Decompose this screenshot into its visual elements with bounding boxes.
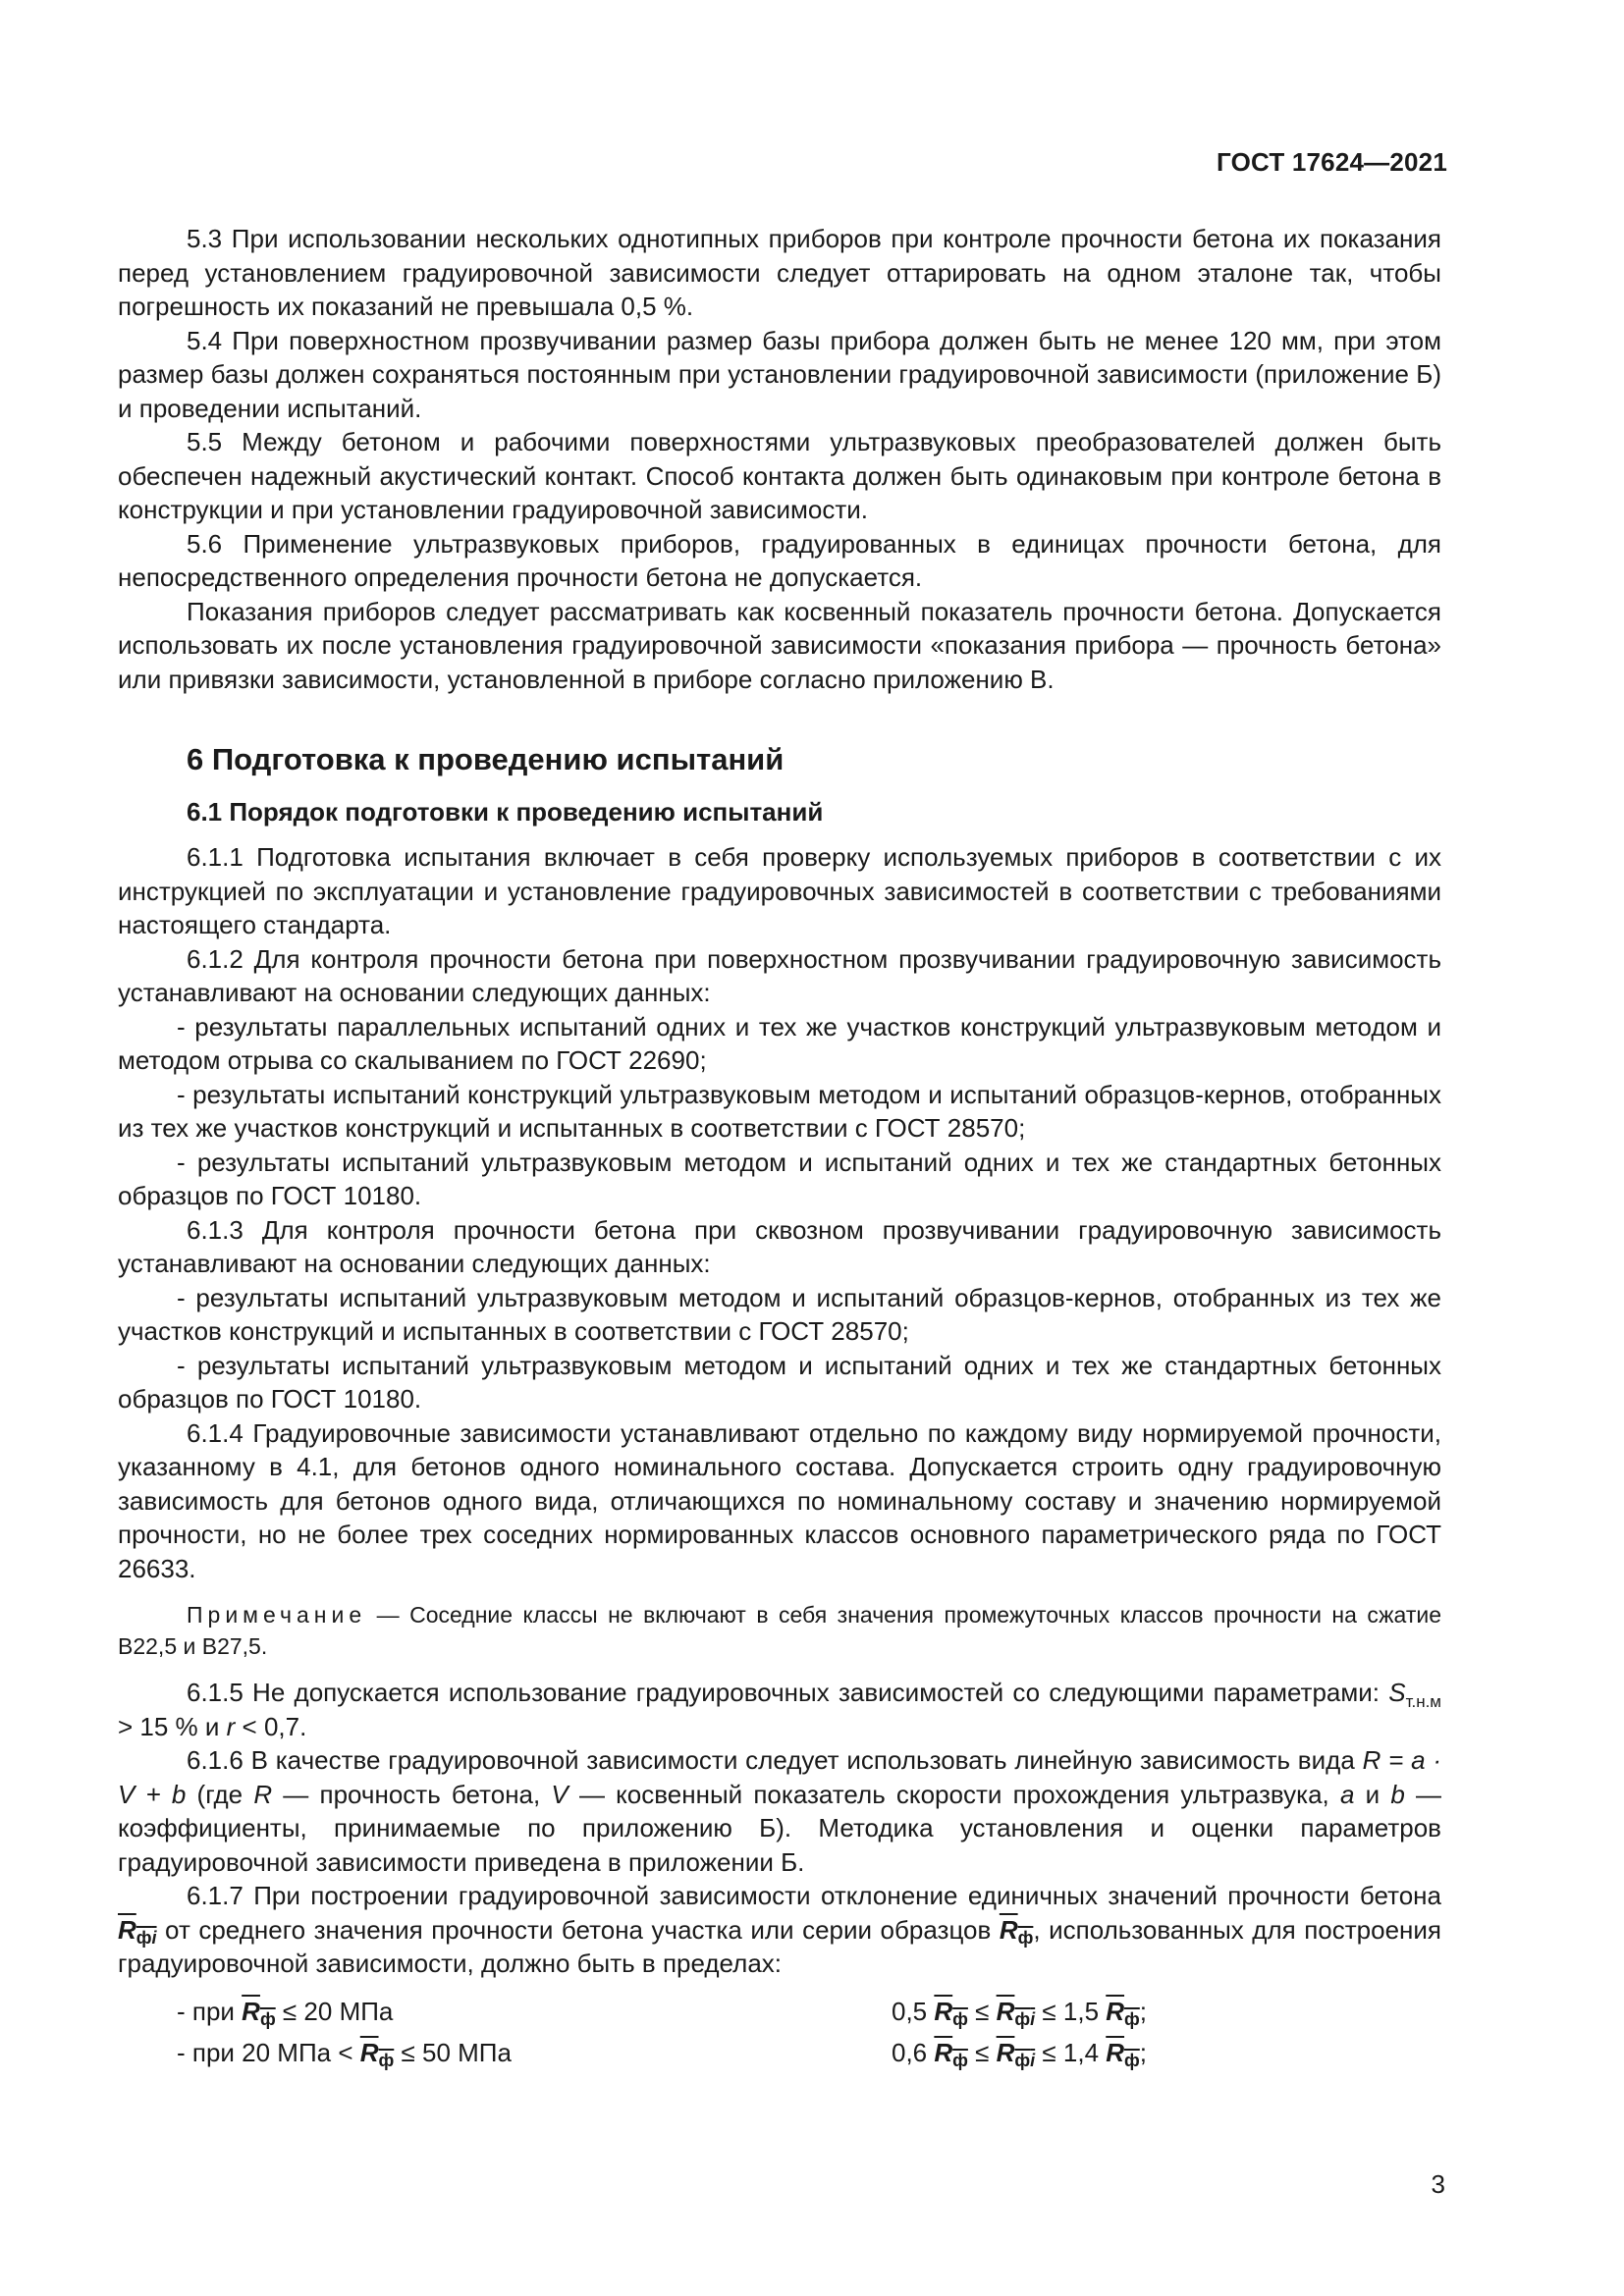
symbol-r-phi: $R_ф$	[934, 2037, 968, 2070]
subsection-6-1-title: 6.1 Порядок подготовки к проведению испытаний	[187, 796, 824, 827]
text-run: — косвенный показатель скорости прохождения ультразвука,	[568, 1779, 1340, 1809]
symbol-r-phi: $R_ф$	[242, 1996, 276, 2029]
section-6-title: 6 Подготовка к проведению испытаний	[187, 742, 785, 776]
paragraph-6-1-6	[118, 1743, 1441, 1879]
paragraph-5-6-continued: Показания приборов следует рассматривать как косвенный показатель прочности бетона. Допускается использовать их после установления градуировочной зависимости «показания прибора — прочность бетона» или привязки зависимости, установленной в приборе согласно приложению В.	[118, 596, 1441, 694]
symbol-r-phi-i: $R_{фi}$	[996, 1996, 1036, 2029]
paragraph-6-1-1: 6.1.1 Подготовка испытания включает в себя проверку используемых приборов в соответствии с их инструкцией по эксплуатации и установление градуировочных зависимостей в соответствии с требованиями настоящего стандарта.	[118, 842, 1441, 939]
note	[118, 1599, 1441, 1662]
text-run: (где	[186, 1779, 254, 1809]
symbol-r-phi: $R_ф$	[359, 2037, 395, 2070]
symbol-s: S	[1388, 1678, 1406, 1707]
symbol-r: R	[253, 1779, 273, 1809]
condition-row	[118, 2036, 1441, 2077]
symbol-r-phi: $R_ф$	[1106, 1996, 1140, 2029]
text-run: от среднего значения прочности бетона участка или серии образцов	[156, 1914, 1000, 1945]
text-run: — прочность бетона,	[272, 1779, 552, 1809]
list-item: - результаты испытаний ультразвуковым методом и испытаний образцов-кернов, отобранных из тех же участков конструкций и испытанных в соответствии с ГОСТ 28570;	[118, 1282, 1441, 1346]
symbol-r-phi-i: $R_{фi}$	[118, 1914, 157, 1948]
symbol-b: b	[1390, 1779, 1405, 1809]
text-run: и	[1354, 1779, 1391, 1809]
condition-right: 0,5 $R_ф \le R_{фi} \le 1,5$ $R_ф$;	[892, 1996, 1148, 2029]
text-run: 6.1.7 При построении градуировочной зависимости отклонение единичных значений прочности бетона	[187, 1881, 1441, 1910]
note-label: Примечание	[187, 1602, 367, 1628]
paragraph-5-4: 5.4 При поверхностном прозвучивании размер базы прибора должен быть не менее 120 мм, при этом размер базы должен сохраняться постоянным при установлении градуировочной зависимости (приложение Б) и проведении испытаний.	[118, 325, 1441, 423]
symbol-r: r	[226, 1711, 236, 1741]
paragraph-6-1-7	[118, 1879, 1441, 1981]
list-item: - результаты испытаний ультразвуковым методом и испытаний одних и тех же стандартных бетонных образцов по ГОСТ 10180.	[118, 1350, 1441, 1414]
symbol-s-subscript: т.н.м	[1405, 1692, 1441, 1711]
note-text: — Соседние классы не включают в себя значения промежуточных классов прочности на сжатие В22,5 и В27,5.	[118, 1602, 1441, 1659]
paragraph-5-5: 5.5 Между бетоном и рабочими поверхностями ультразвуковых преобразователей должен быть обеспечен надежный акустический контакт. Способ контакта должен быть одинаковым при контроле бетона в конструкции и при установлении градуировочной зависимости.	[118, 427, 1441, 524]
text-run: , использованных для построения градуировочной зависимости, должно быть в пределах:	[118, 1914, 1441, 1978]
text-run: — коэффициенты, принимаемые по приложению Б). Методика установления и оценки параметров градуировочной зависимости приведена в приложении Б.	[118, 1779, 1441, 1877]
text-run: 6.1.5 Не допускается использование градуировочных зависимостей со следующими параметрами:	[187, 1678, 1389, 1707]
symbol-r-phi-i: $R_{фi}$	[996, 2037, 1036, 2070]
paragraph-5-6: 5.6 Применение ультразвуковых приборов, градуированных в единицах прочности бетона, для непосредственного определения прочности бетона не допускается.	[118, 528, 1441, 592]
symbol-a: a	[1339, 1779, 1355, 1809]
paragraph-6-1-4: 6.1.4 Градуировочные зависимости устанавливают отдельно по каждому виду нормируемой прочности, указанному в 4.1, для бетонов одного номинального состава. Допускается строить одну градуировочную зависимость для бетонов одного вида, отличающихся по номинальному составу и значению нормируемой прочности, но не более трех соседних нормированных классов основного параметрического ряда по ГОСТ 26633.	[118, 1417, 1441, 1583]
paragraph-5-3: 5.3 При использовании нескольких однотипных приборов при контроле прочности бетона их показания перед установлением градуировочной зависимости следует оттарировать на одном эталоне так, чтобы погрешность их показаний не превышала 0,5 %.	[118, 224, 1441, 321]
condition-left: - при 20 МПа < $R_ф \le 50$ МПа	[177, 2037, 512, 2070]
condition-right: 0,6 $R_ф \le R_{фi} \le 1,4$ $R_ф$;	[892, 2037, 1148, 2070]
formula: R = a · V + b	[118, 1745, 1442, 1809]
condition-row	[118, 1995, 1441, 2036]
list-item: - результаты испытаний ультразвуковым методом и испытаний одних и тех же стандартных бетонных образцов по ГОСТ 10180.	[118, 1147, 1441, 1210]
list-item: - результаты испытаний конструкций ультразвуковым методом и испытаний образцов-кернов, отобранных из тех же участков конструкций и испытанных в соответствии с ГОСТ 28570;	[118, 1079, 1441, 1143]
symbol-r-phi: $R_ф$	[934, 1996, 968, 2029]
document-header-id: ГОСТ 17624—2021	[1217, 147, 1447, 177]
text-run: 6.1.6 В качестве градуировочной зависимости следует использовать линейную зависимость вида	[187, 1745, 1363, 1775]
paragraph-6-1-2: 6.1.2 Для контроля прочности бетона при поверхностном прозвучивании градуировочную зависимость устанавливают на основании следующих данных:	[118, 943, 1441, 1007]
document-body	[118, 222, 1441, 2077]
symbol-r-phi: $R_ф$	[1106, 2037, 1140, 2070]
condition-left: - при $R_ф \le 20$ МПа	[177, 1996, 394, 2029]
page-number: 3	[1431, 2169, 1445, 2199]
text-run: < 0,7.	[235, 1711, 307, 1741]
list-item: - результаты параллельных испытаний одних и тех же участков конструкций ультразвуковым методом и методом отрыва со скалыванием по ГОСТ 22690;	[118, 1011, 1441, 1075]
paragraph-6-1-3: 6.1.3 Для контроля прочности бетона при сквозном прозвучивании градуировочную зависимость устанавливают на основании следующих данных:	[118, 1214, 1441, 1278]
symbol-v: V	[551, 1779, 568, 1809]
paragraph-6-1-5	[118, 1676, 1441, 1743]
symbol-r-phi: $R_ф$	[999, 1914, 1034, 1948]
text-run: > 15 % и	[118, 1711, 227, 1741]
